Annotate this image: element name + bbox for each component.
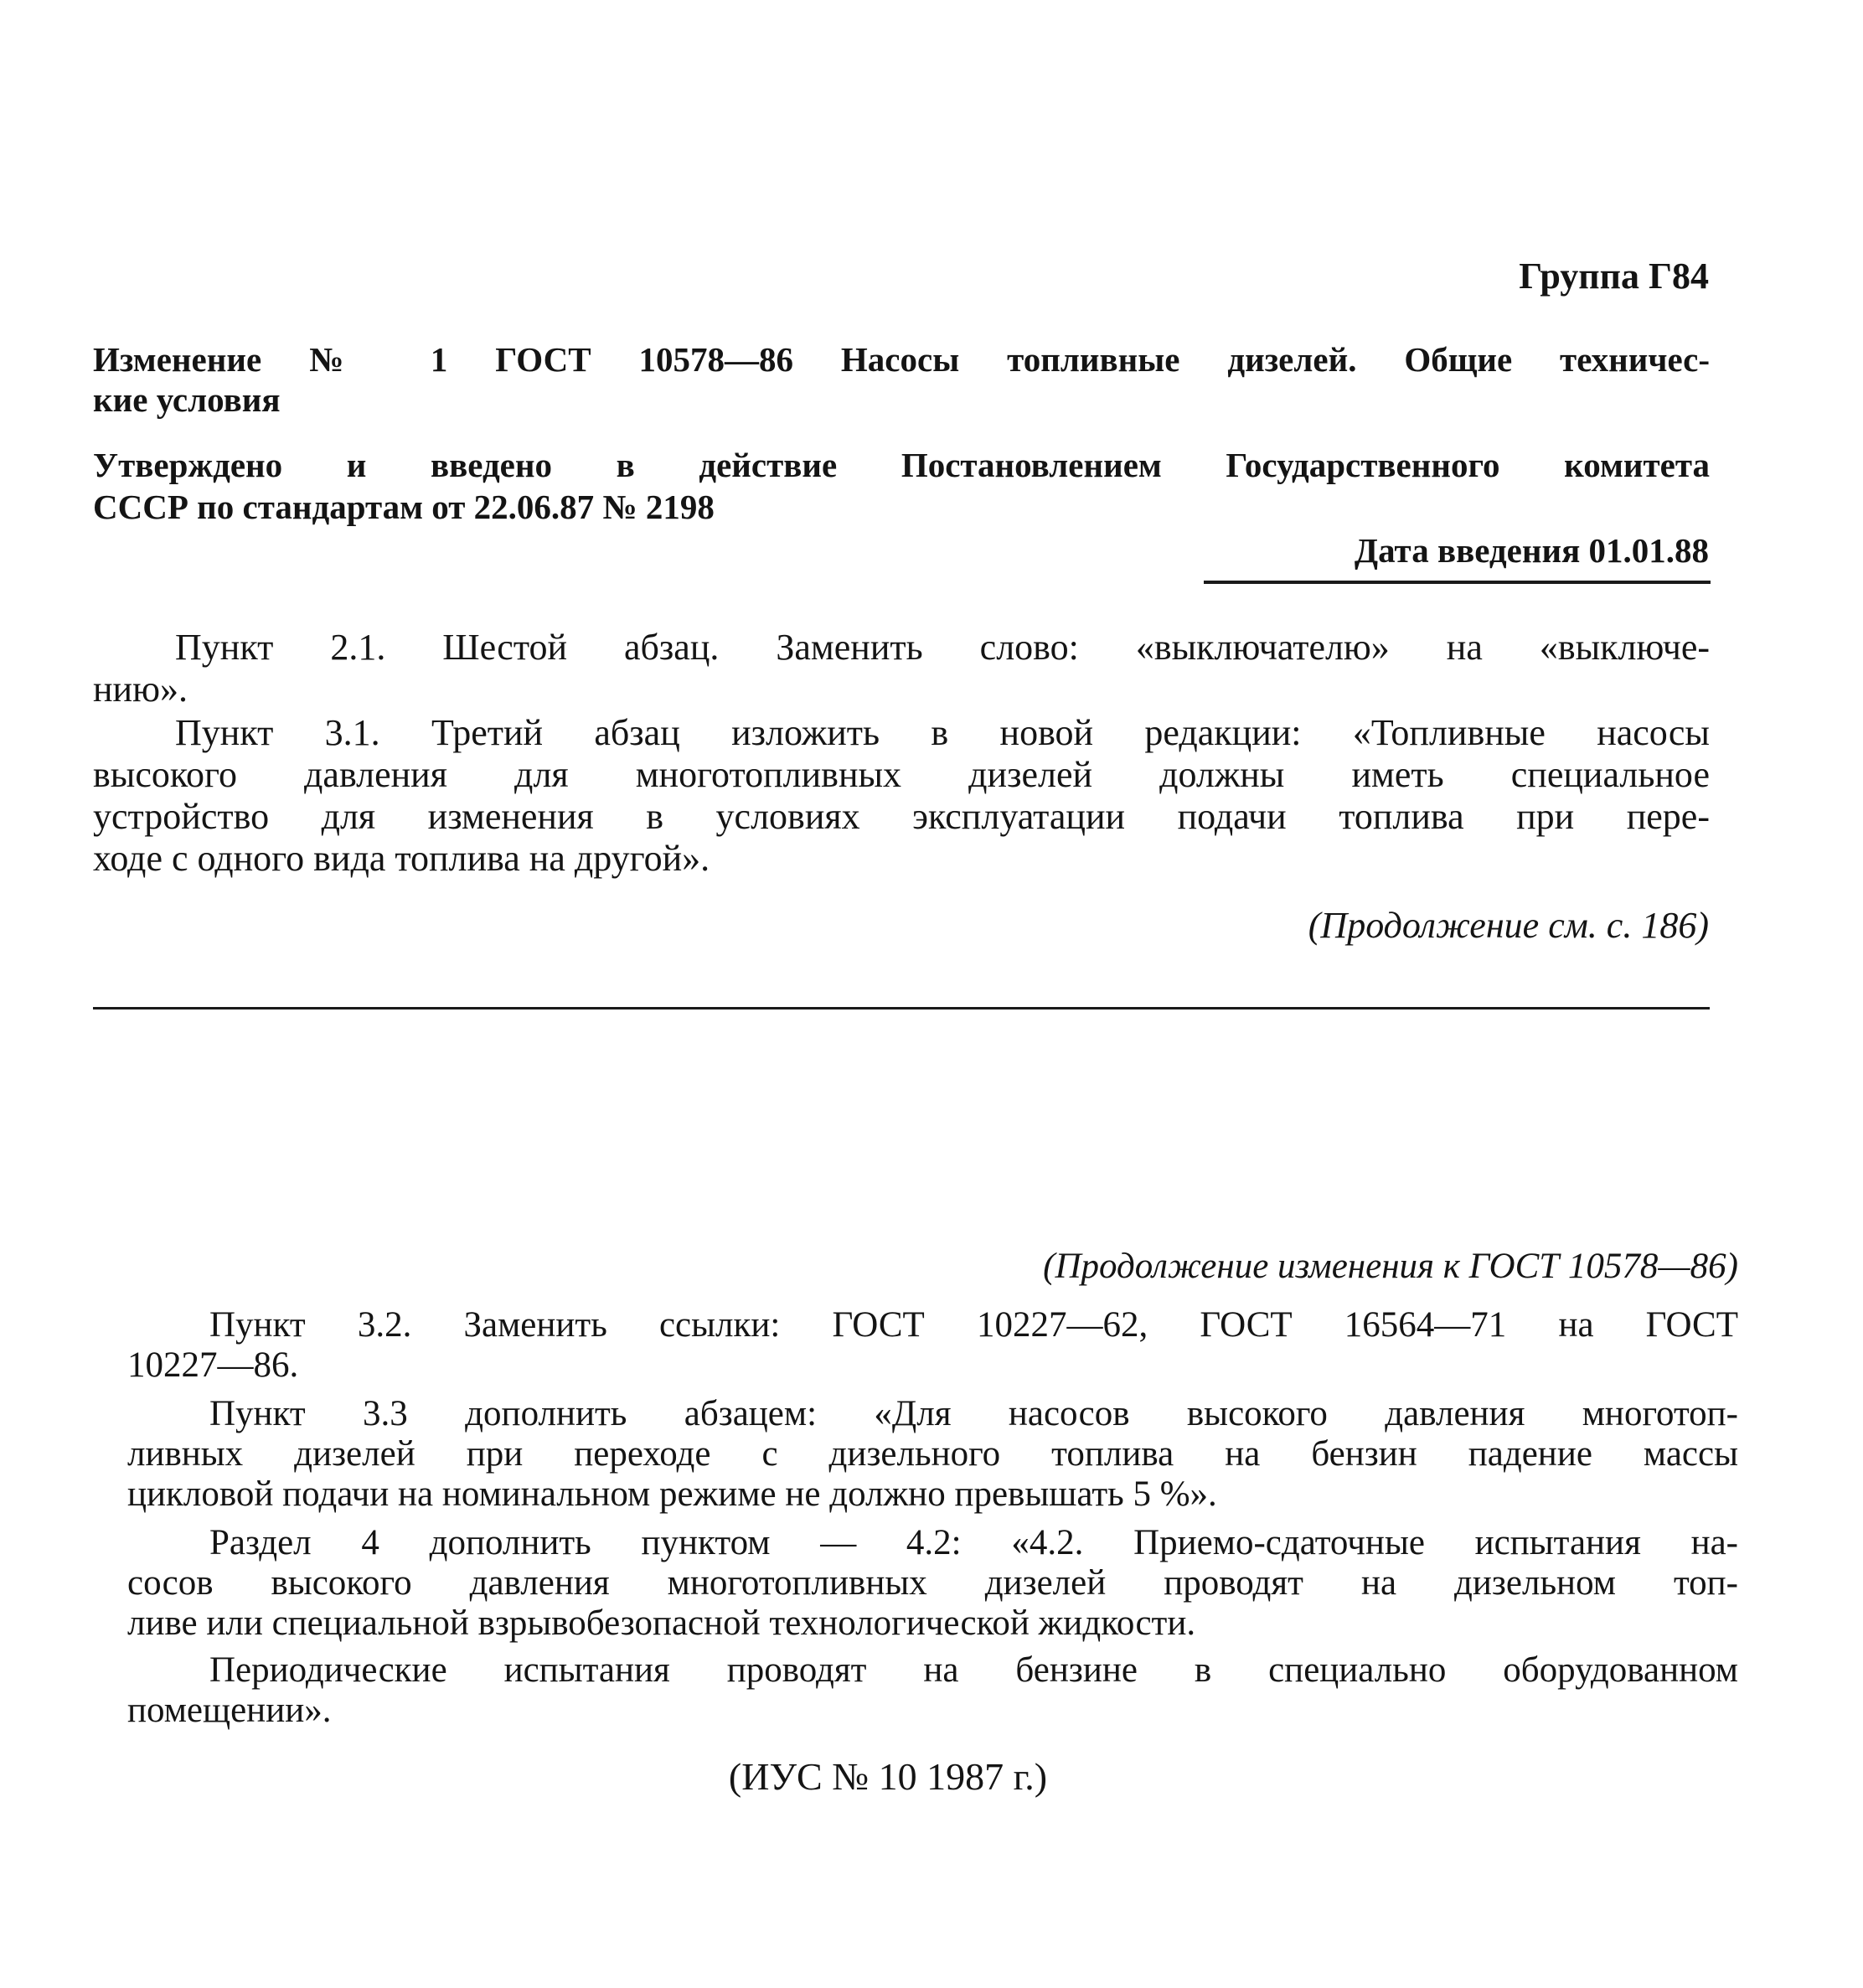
approval-line-2: СССР по стандартам от 22.06.87 № 2198 bbox=[93, 488, 715, 526]
change-title bbox=[93, 339, 1710, 420]
section-4 bbox=[127, 1523, 1738, 1644]
paragraph-3-1-line-2: высокого давления для многотопливных дизелей должны иметь специальное bbox=[93, 754, 1710, 795]
effective-date-label: Дата введения bbox=[1354, 531, 1581, 570]
group-label: Группа Г84 bbox=[1519, 256, 1709, 297]
paragraph-3-2 bbox=[127, 1305, 1738, 1386]
paragraph-2-1-line-2: нию». bbox=[93, 669, 188, 710]
continuation-heading: (Продолжение изменения к ГОСТ 10578—86) bbox=[1043, 1247, 1738, 1286]
approval-text bbox=[93, 444, 1710, 528]
change-title-line-1: Изменение № 1 ГОСТ 10578—86 Насосы топливные дизелей. Общие техничес- bbox=[93, 340, 1710, 379]
continued-note: (Продолжение см. с. 186) bbox=[1308, 905, 1709, 946]
effective-date bbox=[1089, 529, 1709, 571]
source-reference: (ИУС № 10 1987 г.) bbox=[728, 1755, 1048, 1798]
paragraph-3-2-text-c: , ГОСТ bbox=[1138, 1305, 1344, 1345]
paragraph-3-1-line-1: Пункт 3.1. Третий абзац изложить в новой редакции: «Топливные насосы bbox=[175, 712, 1710, 753]
paragraph-2-1 bbox=[93, 627, 1710, 710]
approval-line-1: Утверждено и введено в действие Постановлением Государственного комитета bbox=[93, 446, 1710, 484]
paragraph-3-1-line-3: устройство для изменения в условиях эксплуатации подачи топлива при пере- bbox=[93, 796, 1710, 837]
paragraph-3-2-text-a: Пункт 3.2. Заменить ссылки: ГОСТ bbox=[209, 1305, 977, 1345]
change-title-line-2: кие условия bbox=[93, 380, 281, 419]
section-divider bbox=[93, 1007, 1710, 1009]
replaced-standard-2: 16564—71 bbox=[1344, 1305, 1507, 1345]
periodic-tests-line-2: помещении». bbox=[127, 1691, 332, 1730]
paragraph-3-2-line-1 bbox=[127, 1305, 1738, 1345]
paragraph-3-2-text-e: на ГОСТ bbox=[1506, 1305, 1738, 1345]
paragraph-3-3-line-3: цикловой подачи на номинальном режиме не должно превышать 5 %». bbox=[127, 1474, 1217, 1514]
effective-date-value: 01.01.88 bbox=[1588, 531, 1709, 570]
section-4-line-2: сосов высокого давления многотопливных дизелей проводят на дизельном топ- bbox=[127, 1563, 1738, 1603]
paragraph-3-3-line-2: ливных дизелей при переходе с дизельного топлива на бензин падение массы bbox=[127, 1434, 1738, 1474]
section-4-line-1: Раздел 4 дополнить пунктом — 4.2: «4.2. Приемо-сдаточные испытания на- bbox=[209, 1523, 1738, 1562]
paragraph-3-2-line-2: 10227—86. bbox=[127, 1345, 299, 1385]
paragraph-3-1-line-4: ходе с одного вида топлива на другой». bbox=[93, 838, 710, 879]
date-underline bbox=[1204, 581, 1711, 584]
periodic-tests bbox=[127, 1650, 1738, 1731]
paragraph-3-1 bbox=[93, 712, 1710, 880]
paragraph-3-3 bbox=[127, 1394, 1738, 1515]
paragraph-3-3-line-1: Пункт 3.3 дополнить абзацем: «Для насосов высокого давления многотоп- bbox=[209, 1394, 1738, 1433]
section-4-line-3: ливе или специальной взрывобезопасной технологической жидкости. bbox=[127, 1603, 1196, 1643]
paragraph-2-1-line-1: Пункт 2.1. Шестой абзац. Заменить слово: «выключателю» на «выключе- bbox=[175, 627, 1710, 668]
periodic-tests-line-1: Периодические испытания проводят на бензине в специально оборудованном bbox=[209, 1650, 1738, 1690]
replaced-standard-1: 10227—62 bbox=[976, 1305, 1139, 1345]
